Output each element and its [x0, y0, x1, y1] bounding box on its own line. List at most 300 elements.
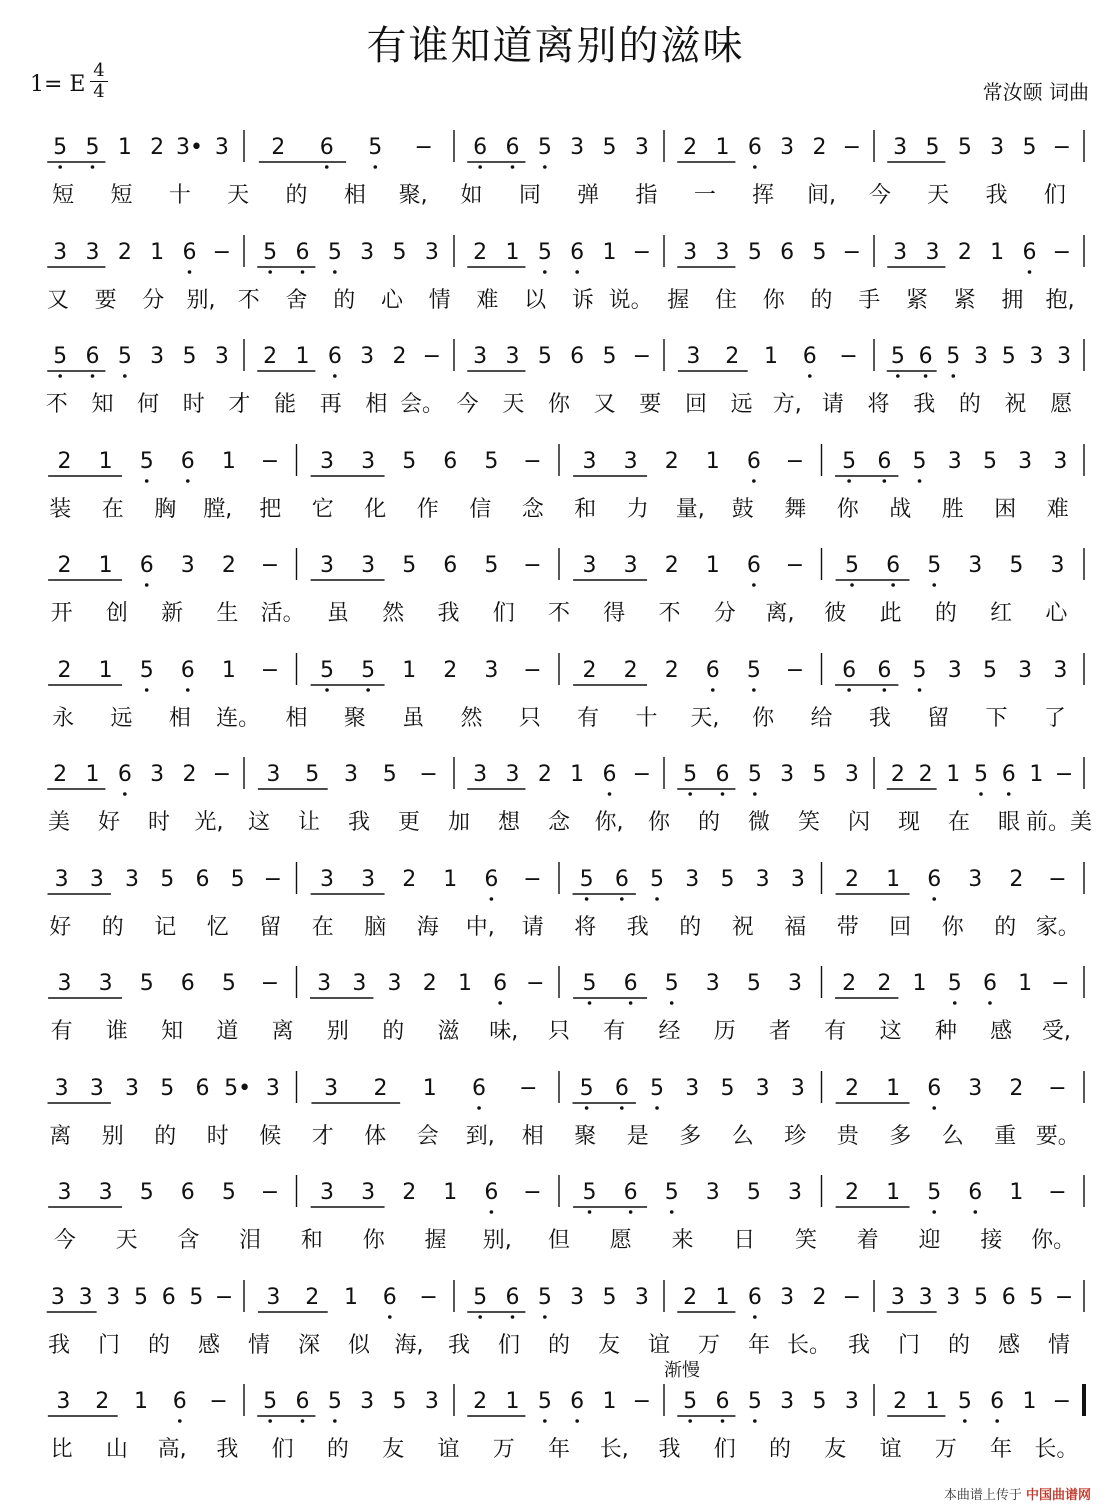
note: 3 — [570, 1284, 585, 1310]
note: 3 — [320, 448, 335, 474]
note: 3 — [634, 1284, 649, 1310]
low-octave-dot — [91, 165, 95, 169]
low-octave-dot — [543, 1315, 547, 1319]
low-octave-dot — [918, 688, 922, 692]
low-octave-dot — [891, 583, 895, 587]
lyric-syllable: 难 — [1046, 496, 1069, 522]
note: 3 — [180, 553, 195, 578]
note: 6 — [982, 971, 997, 996]
note: 2 — [182, 762, 197, 787]
footer-brand: 中国曲谱网 — [1025, 1488, 1091, 1503]
lyric-syllable: 只 — [518, 705, 541, 731]
note: 3 — [54, 1075, 69, 1101]
dash-note: − — [260, 448, 280, 474]
lyric-syllable: 时 — [206, 1123, 229, 1149]
lyric-syllable: 现 — [897, 810, 921, 835]
lyric-syllable: 是 — [626, 1123, 649, 1149]
lyric-syllable: 日 — [733, 1228, 756, 1253]
lyric-syllable: 请 — [521, 914, 544, 940]
lyric-syllable: 有 — [824, 1019, 847, 1044]
note: 1 — [150, 239, 165, 265]
note: 2 — [664, 657, 679, 683]
lyric-syllable: 有 — [577, 705, 600, 731]
lyric-syllable: 友 — [824, 1437, 847, 1462]
lyric-syllable: 这 — [879, 1019, 902, 1044]
note: 2 — [725, 344, 740, 369]
note: 3 — [424, 1389, 439, 1414]
note: 3 — [686, 344, 701, 369]
low-octave-dot — [620, 1106, 624, 1110]
low-octave-dot — [373, 165, 377, 169]
low-octave-dot — [808, 374, 812, 378]
lyric-syllable: 我 — [658, 1437, 681, 1462]
note: 6 — [505, 135, 520, 160]
system-11 — [0, 1157, 1111, 1261]
note: 3 — [918, 1284, 933, 1310]
footer — [944, 1484, 1091, 1503]
lyric-syllable: 们 — [271, 1437, 294, 1462]
lyric-syllable: 抱, — [1045, 287, 1075, 313]
lyric-syllable: 者 — [769, 1019, 792, 1044]
note: 2 — [221, 553, 236, 578]
note: 5 — [957, 1389, 972, 1414]
lyric-syllable: 时 — [182, 392, 205, 417]
lyric-syllable: 离, — [765, 601, 795, 626]
lyric-syllable: 握 — [424, 1228, 447, 1253]
note: 1 — [602, 239, 617, 265]
lyric-syllable: 你 — [362, 1228, 385, 1253]
dash-note: − — [260, 971, 280, 996]
lyric-syllable: 受, — [1041, 1019, 1071, 1044]
note: 6 — [1001, 1284, 1016, 1310]
note: 5 — [890, 344, 905, 369]
note: 2 — [271, 135, 286, 160]
low-octave-dot — [963, 1419, 967, 1423]
low-octave-dot — [268, 270, 272, 274]
note: 6 — [968, 1180, 983, 1205]
lyric-syllable: 万 — [934, 1437, 957, 1462]
lyric-syllable: 相 — [365, 392, 388, 417]
note: 6 — [602, 762, 617, 787]
note: 5 — [602, 1284, 617, 1310]
note: 3 — [125, 1075, 140, 1101]
lyric-syllable: 下 — [985, 705, 1008, 731]
note: 3 — [893, 135, 908, 160]
lyric-syllable: 留 — [259, 914, 282, 940]
note: 3 — [780, 135, 795, 160]
note: 1 — [886, 1075, 901, 1101]
dash-note: − — [632, 762, 652, 787]
lyric-syllable: 珍 — [784, 1123, 807, 1149]
lyric-syllable: 然 — [382, 601, 405, 626]
dash-note: − — [1052, 239, 1072, 265]
lyric-syllable: 的 — [947, 1332, 971, 1358]
lyric-syllable: 得 — [603, 601, 626, 626]
dash-note: − — [419, 1284, 438, 1310]
lyric-syllable: 然 — [460, 705, 483, 731]
lyric-syllable: 紧 — [953, 287, 976, 313]
lyric-syllable: 中, — [465, 914, 495, 940]
lyric-syllable: 弹 — [577, 183, 600, 208]
note: 3 — [387, 971, 402, 996]
low-octave-dot — [511, 1315, 515, 1319]
note: 3 — [623, 553, 638, 578]
dash-note: − — [1054, 1284, 1074, 1310]
lyric-syllable: 我 — [913, 392, 936, 417]
lyric-syllable: 的 — [154, 1123, 177, 1149]
note: 3 — [53, 239, 68, 265]
lyric-syllable: 聚 — [574, 1123, 597, 1149]
note: 5 — [982, 657, 997, 683]
note: 3 — [361, 553, 376, 578]
low-octave-dot — [896, 374, 900, 378]
system-4 — [0, 426, 1111, 530]
note: 5 — [602, 135, 617, 160]
lyric-syllable: 紧 — [905, 287, 928, 313]
note: 2 — [582, 657, 597, 683]
lyric-syllable: 我 — [216, 1437, 239, 1462]
note: 2 — [918, 762, 933, 787]
lyric-syllable: 经 — [658, 1019, 681, 1044]
note: 6 — [570, 239, 585, 265]
note: 6 — [180, 971, 195, 996]
note: 3 — [968, 866, 983, 892]
lyric-syllable: 加 — [447, 810, 471, 835]
note: 3 — [715, 239, 730, 265]
lyric-syllable: 比 — [50, 1437, 73, 1462]
lyric-syllable: 红 — [990, 601, 1013, 626]
lyric-syllable: 候 — [259, 1123, 282, 1149]
note: 3 — [844, 1389, 859, 1414]
lyric-syllable: 迎 — [918, 1228, 941, 1253]
low-octave-dot — [123, 792, 127, 796]
note: 6 — [117, 762, 132, 787]
lyric-syllable: 会 — [416, 1123, 439, 1149]
note: 6 — [484, 1180, 499, 1205]
lyric-syllable: 门 — [97, 1332, 121, 1358]
lyric-syllable: 祝 — [1004, 392, 1027, 417]
lyric-syllable: 鼓 — [731, 496, 754, 522]
lyric-syllable: 美 — [47, 810, 71, 835]
note: 3• — [176, 135, 203, 160]
lyric-syllable: 我 — [347, 810, 371, 835]
note: 5 — [602, 344, 617, 369]
lyric-syllable: 离 — [49, 1123, 72, 1149]
note: 6 — [172, 1389, 187, 1414]
lyric-syllable: 的 — [547, 1332, 571, 1358]
lyric-syllable: 念 — [521, 496, 544, 522]
note: 5 — [582, 971, 597, 996]
note: 5 — [221, 1180, 236, 1205]
note: 6 — [927, 1075, 942, 1101]
system-9 — [0, 948, 1111, 1052]
lyric-syllable: 情 — [1047, 1332, 1071, 1358]
note: 3 — [150, 762, 165, 787]
note: 2 — [443, 657, 458, 683]
note: 5 — [720, 866, 735, 892]
note: 3 — [106, 1284, 121, 1310]
note: 5 — [263, 1389, 278, 1414]
lyric-syllable: 新 — [161, 601, 184, 626]
note: 6 — [614, 1075, 629, 1101]
dash-note: − — [1054, 762, 1074, 787]
lyric-syllable: 微 — [747, 810, 771, 835]
lyric-syllable: 舞 — [784, 496, 807, 522]
note: 3 — [54, 866, 69, 892]
lyric-syllable: 山 — [105, 1437, 128, 1462]
dash-note: − — [212, 762, 232, 787]
note: 1 — [1022, 1389, 1037, 1414]
lyric-syllable: 你 — [752, 705, 775, 731]
low-octave-dot — [543, 165, 547, 169]
low-octave-dot — [301, 1419, 305, 1423]
lyric-syllable: 连。 — [216, 705, 261, 731]
lyric-syllable: 感 — [990, 1019, 1013, 1044]
note: 3 — [634, 135, 649, 160]
dash-note: − — [260, 553, 280, 578]
low-octave-dot — [145, 688, 149, 692]
note: 5 — [160, 1075, 175, 1101]
note: 5 — [747, 1389, 762, 1414]
lyric-syllable: 间, — [807, 183, 836, 208]
dash-note: − — [419, 762, 438, 787]
lyric-syllable: 给 — [810, 705, 833, 731]
lyric-syllable: 的 — [994, 914, 1017, 940]
lyric-syllable: 要。 — [1035, 1123, 1080, 1149]
low-octave-dot — [688, 1419, 692, 1423]
note: 5 — [537, 344, 552, 369]
lyric-syllable: 种 — [934, 1019, 957, 1044]
lyric-syllable: 化 — [364, 496, 387, 522]
note: 5 — [537, 1389, 552, 1414]
low-octave-dot — [608, 792, 612, 796]
note: 5 — [402, 448, 417, 474]
note: 1 — [221, 448, 236, 474]
lyrics-row — [0, 701, 1111, 731]
note: 5 — [842, 448, 857, 474]
system-7 — [0, 739, 1111, 843]
lyric-syllable: 在 — [101, 496, 124, 522]
low-octave-dot — [543, 1419, 547, 1423]
low-octave-dot — [721, 1419, 725, 1423]
note: 2 — [473, 1389, 488, 1414]
note: 1 — [1018, 971, 1033, 996]
note: 5 — [845, 553, 860, 578]
note: 6 — [570, 344, 585, 369]
low-octave-dot — [670, 1001, 674, 1005]
note: 5 — [327, 239, 342, 265]
lyric-syllable: 难 — [476, 287, 499, 313]
note: 3 — [755, 1075, 770, 1101]
note: 5 — [812, 762, 827, 787]
lyric-syllable: 方, — [772, 392, 802, 417]
lyric-syllable: 我 — [985, 183, 1008, 208]
note: 6 — [623, 971, 638, 996]
lyric-syllable: 的 — [326, 1437, 349, 1462]
note: 2 — [683, 1284, 698, 1310]
time-signature-bottom: 4 — [93, 81, 105, 102]
note: 3 — [361, 866, 376, 892]
lyric-syllable: 谊 — [437, 1437, 460, 1462]
note: 3 — [98, 971, 113, 996]
note: 1 — [221, 657, 236, 683]
note: 6 — [715, 762, 730, 787]
low-octave-dot — [58, 374, 62, 378]
note: 1 — [443, 1180, 458, 1205]
note: 1 — [912, 971, 927, 996]
note: 2 — [263, 344, 278, 369]
note: 1 — [570, 762, 585, 787]
time-signature-top: 4 — [93, 60, 105, 81]
song-title: 有谁知道离别的滋味 — [366, 23, 745, 69]
system-8 — [0, 844, 1111, 948]
low-octave-dot — [498, 1001, 502, 1005]
note: 3 — [317, 971, 332, 996]
note: 5 — [361, 657, 376, 683]
low-octave-dot — [1007, 792, 1011, 796]
lyric-syllable: 我 — [437, 601, 460, 626]
note: 3 — [265, 1075, 280, 1101]
dash-note: − — [785, 553, 805, 578]
lyric-syllable: 何 — [137, 392, 160, 417]
lyric-syllable: 时 — [147, 810, 171, 835]
note: 2 — [845, 1180, 860, 1205]
lyric-syllable: 谊 — [879, 1437, 902, 1462]
dash-note: − — [523, 448, 542, 474]
lyric-syllable: 远 — [730, 392, 753, 417]
lyric-syllable: 家。 — [1035, 914, 1080, 940]
system-6 — [0, 635, 1111, 739]
dash-note: − — [1048, 866, 1067, 892]
low-octave-dot — [979, 792, 983, 796]
lyric-syllable: 天 — [115, 1228, 138, 1253]
lyric-syllable: 的 — [101, 914, 124, 940]
lyric-syllable: 的 — [285, 183, 308, 208]
lyric-syllable: 拥 — [1001, 287, 1024, 313]
note: 5 — [537, 135, 552, 160]
note: 1 — [886, 866, 901, 892]
lyric-syllable: 力 — [626, 496, 649, 522]
note: 3 — [947, 448, 962, 474]
note: 5 — [1001, 344, 1016, 369]
note: 3 — [361, 1180, 376, 1205]
note: 3 — [925, 239, 940, 265]
dash-note: − — [632, 239, 652, 265]
lyric-syllable: 万 — [697, 1332, 721, 1358]
lyric-syllable: 的 — [934, 601, 957, 626]
note: 5 — [650, 866, 665, 892]
note: 6 — [570, 1389, 585, 1414]
note: 5 — [139, 971, 154, 996]
lyric-syllable: 的 — [958, 392, 981, 417]
note: 2 — [1009, 866, 1024, 892]
dash-note: − — [842, 135, 862, 160]
lyrics-row — [0, 805, 1111, 835]
lyric-syllable: 膛, — [203, 496, 233, 522]
lyric-syllable: 的 — [333, 287, 356, 313]
note: 1 — [764, 344, 778, 369]
lyric-syllable: 们 — [713, 1437, 736, 1462]
note: 5 — [160, 866, 175, 892]
note: 5 — [537, 1284, 552, 1310]
system-10 — [0, 1053, 1111, 1157]
lyric-syllable: 十 — [635, 705, 658, 731]
note: 6 — [623, 1180, 638, 1205]
note: 1 — [715, 135, 730, 160]
low-octave-dot — [883, 479, 887, 483]
note: 5 — [746, 971, 761, 996]
low-octave-dot — [268, 1419, 272, 1423]
note: 3 — [893, 239, 908, 265]
low-octave-dot — [91, 374, 95, 378]
lyric-syllable: 要 — [639, 392, 662, 417]
note: 5 — [134, 1284, 148, 1310]
note: 3 — [844, 762, 859, 787]
lyric-syllable: 开 — [50, 601, 73, 626]
low-octave-dot — [1028, 270, 1032, 274]
note: 5 — [664, 1180, 679, 1205]
lyric-syllable: 相 — [285, 705, 308, 731]
note: 2 — [402, 1180, 417, 1205]
dash-note: − — [842, 1284, 862, 1310]
note: 1 — [990, 239, 1005, 265]
lyric-syllable: 不 — [658, 601, 681, 626]
lyric-syllable: 住 — [715, 287, 738, 313]
lyric-syllable: 彼 — [824, 601, 847, 626]
note: 5 — [392, 239, 407, 265]
note: 5 — [139, 1180, 154, 1205]
note: 6 — [842, 657, 857, 683]
lyric-syllable: 作 — [416, 496, 439, 522]
tempo-marking: 渐慢 — [664, 1360, 700, 1381]
lyric-syllable: 我 — [847, 1332, 871, 1358]
note: 6 — [715, 1389, 730, 1414]
low-octave-dot — [753, 1419, 757, 1423]
note: 3 — [623, 448, 638, 474]
low-octave-dot — [477, 1106, 481, 1110]
lyric-syllable: 忆 — [206, 914, 229, 940]
lyric-syllable: 长。 — [1034, 1437, 1079, 1462]
note: 6 — [918, 344, 933, 369]
note: 3 — [780, 1389, 795, 1414]
note: 5 — [927, 1180, 942, 1205]
lyric-syllable: 天, — [690, 705, 720, 731]
lyric-syllable: 一 — [693, 183, 716, 208]
note: 2 — [422, 971, 437, 996]
lyric-syllable: 永 — [52, 705, 75, 731]
note: 2 — [683, 135, 698, 160]
lyric-syllable: 情 — [247, 1332, 271, 1358]
note: 5 — [182, 344, 197, 369]
lyric-syllable: 今 — [456, 392, 479, 417]
note: 3 — [780, 1284, 795, 1310]
lyric-syllable: 短 — [52, 183, 75, 208]
lyric-syllable: 多 — [679, 1123, 702, 1149]
note: 3 — [505, 344, 520, 369]
low-octave-dot — [478, 165, 482, 169]
low-octave-dot — [883, 688, 887, 692]
dash-note: − — [523, 657, 542, 683]
note: 6 — [295, 239, 310, 265]
note: 3 — [361, 448, 376, 474]
note: 3 — [324, 1075, 339, 1101]
note: 5 — [982, 448, 997, 474]
lyric-syllable: 的 — [679, 914, 702, 940]
lyric-syllable: 的 — [147, 1332, 171, 1358]
low-octave-dot — [490, 897, 494, 901]
note: 6 — [319, 135, 334, 160]
lyric-syllable: 笑 — [797, 810, 821, 835]
